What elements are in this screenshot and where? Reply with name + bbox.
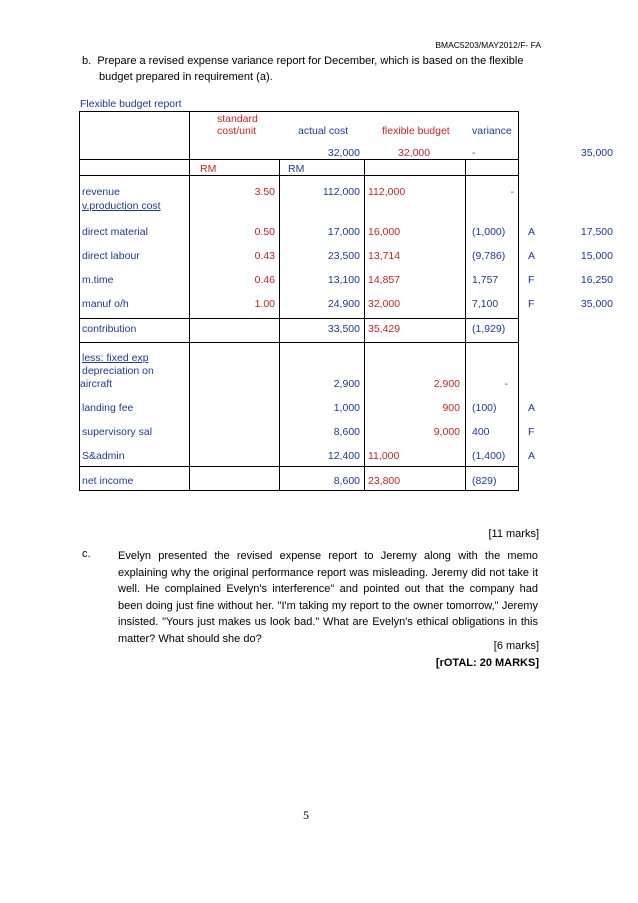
row-revenue-flex: 112,000 — [368, 186, 406, 198]
row-std: 0.43 — [254, 250, 275, 262]
row-flex: 16,000 — [368, 226, 401, 238]
grid-line — [79, 342, 519, 343]
row-flex: 13,714 — [368, 250, 401, 262]
row-flex: 11,000 — [368, 450, 400, 462]
page-number: 5 — [303, 808, 309, 822]
row-flag: F — [528, 426, 535, 438]
grid-line — [79, 490, 519, 491]
units-actual: 32,000 — [327, 147, 360, 159]
currency-standard: RM — [200, 163, 217, 175]
row-label: m.time — [82, 274, 114, 286]
row-fixed-exp-label: less: fixed exp — [82, 352, 149, 364]
row-var: (829) — [472, 475, 497, 487]
row-std: 0.50 — [254, 226, 275, 238]
row-actual: 1,000 — [333, 402, 360, 414]
row-flex: 23,800 — [368, 475, 401, 487]
question-c-label: c. — [82, 548, 91, 560]
question-b-line1: Prepare a revised expense variance report for December, which is based on the flexible — [97, 55, 524, 67]
row-flex: 9,000 — [433, 426, 460, 438]
row-actual: 17,000 — [327, 226, 360, 238]
grid-line — [79, 175, 519, 176]
units-flexible: 32,000 — [398, 147, 431, 159]
grid-line — [79, 318, 519, 319]
question-b — [82, 53, 552, 85]
row-var: (1,000) — [472, 226, 506, 238]
header-variance: variance — [472, 125, 512, 137]
grid-line — [79, 111, 80, 491]
grid-line — [465, 160, 466, 491]
units-extra: 35,000 — [580, 147, 613, 159]
row-vprod-label: v.production cost — [82, 200, 161, 212]
units-variance: - — [472, 147, 476, 159]
row-flag: A — [528, 450, 536, 462]
row-flag: F — [528, 274, 535, 286]
row-flag: A — [528, 226, 536, 238]
row-label: direct labour — [82, 250, 140, 262]
row-contribution-label: contribution — [82, 323, 137, 335]
row-var: 400 — [472, 426, 490, 438]
header-standard: standard — [217, 113, 258, 125]
row-label: supervisory sal — [82, 426, 153, 438]
row-flag: F — [528, 298, 535, 310]
row-flex: 14,857 — [368, 274, 401, 286]
row-label: landing fee — [82, 402, 134, 414]
row-flag: A — [528, 250, 536, 262]
row-flex: 35,429 — [368, 323, 401, 335]
header-cost-unit: cost/unit — [217, 125, 257, 137]
row-net-income-label: net income — [82, 475, 134, 487]
row-var: 7,100 — [472, 298, 499, 310]
row-var: (1,400) — [472, 450, 506, 462]
row-flex: 2,900 — [433, 378, 460, 390]
row-actual: 24,900 — [327, 298, 360, 310]
row-actual: 8,600 — [333, 475, 360, 487]
row-revenue-var: - — [510, 186, 514, 198]
row-actual: 13,100 — [327, 274, 360, 286]
grid-line — [518, 111, 519, 491]
question-c-text: Evelyn presented the revised expense report to Jeremy along with the memo explaining why the original performance report was misleading. Jeremy did not take it well. He complained Evelyn's interference" and pointed out that the company had been doing just fine without her. "I'm taking my report to the owner tomorrow," Jeremy insisted. "Yours just makes us look bad." What are Evelyn's ethical obligations in this matter? What should she do? — [118, 550, 538, 645]
row-flex: 900 — [442, 402, 460, 414]
row-revenue-std: 3.50 — [254, 186, 275, 198]
row-extra: 35,000 — [580, 298, 613, 310]
row-var: (100) — [472, 402, 497, 414]
row-label: manuf o/h — [82, 298, 129, 310]
row-flag: A — [528, 402, 536, 414]
total-marks: [rOTAL: 20 MARKS] — [435, 657, 539, 669]
currency-actual: RM — [288, 163, 305, 175]
row-std: 0.46 — [254, 274, 275, 286]
row-var: 1,757 — [472, 274, 499, 286]
row-revenue-actual: 112,000 — [322, 186, 360, 198]
row-var: (9,786) — [472, 250, 506, 262]
row-var: - — [504, 378, 508, 390]
document-header-code: BMAC5203/MAY2012/F- FA — [435, 40, 541, 50]
grid-line — [189, 111, 190, 491]
row-extra: 16,250 — [580, 274, 613, 286]
question-b-line2: budget prepared in requirement (a). — [99, 71, 273, 83]
row-var: (1,929) — [472, 323, 506, 335]
row-aircraft-label: aircraft — [80, 378, 113, 390]
grid-line — [79, 466, 519, 467]
grid-line — [79, 159, 519, 160]
row-extra: 17,500 — [580, 226, 613, 238]
row-extra: 15,000 — [580, 250, 613, 262]
question-b-label: b. — [82, 55, 92, 67]
grid-line — [364, 160, 365, 491]
table-title: Flexible budget report — [80, 98, 182, 110]
row-actual: 33,500 — [327, 323, 360, 335]
row-label: direct material — [82, 226, 148, 238]
marks-b: [11 marks] — [488, 528, 539, 540]
row-revenue-label: revenue — [82, 186, 120, 198]
row-actual: 23,500 — [327, 250, 360, 262]
row-actual: 2,900 — [333, 378, 360, 390]
row-flex: 32,000 — [368, 298, 401, 310]
row-std: 1.00 — [254, 298, 275, 310]
row-actual: 12,400 — [327, 450, 360, 462]
row-actual: 8,600 — [333, 426, 360, 438]
row-depreciation-label: depreciation on — [82, 365, 154, 377]
header-actual-cost: actual cost — [298, 125, 349, 137]
grid-line — [79, 111, 519, 112]
header-flexible-budget: flexible budget — [382, 125, 450, 137]
marks-c: [6 marks] — [493, 640, 539, 652]
row-label: S&admin — [82, 450, 125, 462]
